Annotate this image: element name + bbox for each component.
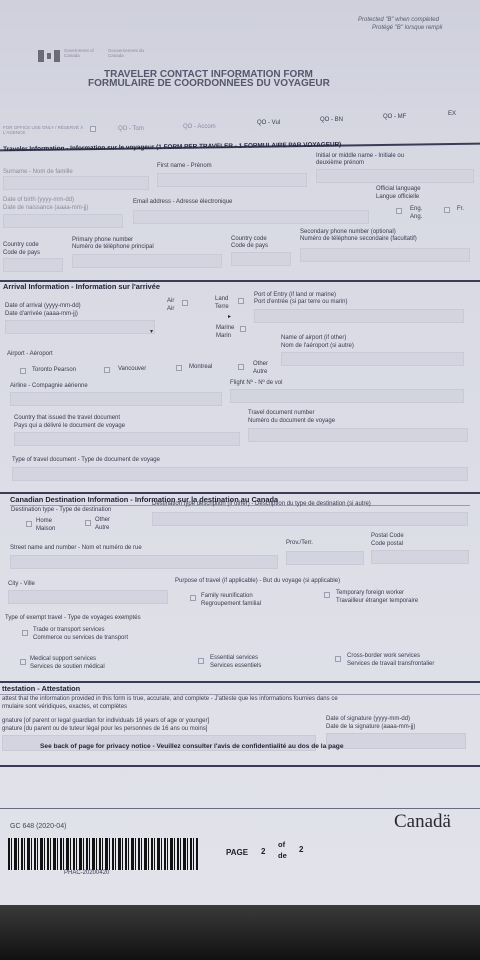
dest-other-label-en: Other	[95, 517, 111, 523]
attestation-line-2: rmulaire sont véridiques, exactes, et complètes	[2, 704, 128, 710]
airport-montreal-checkbox[interactable]	[176, 365, 182, 371]
arrival-date-field[interactable]	[5, 320, 155, 334]
surname-label: Surname - Nom de famille	[3, 169, 73, 175]
cc2-field[interactable]	[231, 252, 291, 266]
protected-en: Protected "B" when completed	[358, 17, 439, 23]
page-label: PAGE	[226, 848, 249, 857]
exempt-label: Type of exempt travel - Type de voyages exemptés	[5, 615, 141, 621]
street-field[interactable]	[10, 555, 278, 569]
airport-other-fr: Autre	[253, 369, 268, 375]
cursor-pointer-icon: ▸	[228, 314, 232, 320]
home-label-fr: Maison	[36, 526, 56, 532]
home-checkbox[interactable]	[26, 521, 32, 527]
airport-vancouver-checkbox[interactable]	[104, 367, 110, 373]
doctype-field[interactable]	[12, 467, 468, 481]
lang-ang: Ang.	[410, 214, 423, 220]
office-use-label: FOR OFFICE USE ONLY / RÉSERVÉ À L'AGENCE	[3, 125, 84, 135]
port-label-fr: Port d'entrée (si par terre ou marin)	[254, 299, 348, 305]
airline-field[interactable]	[10, 392, 222, 406]
postal-label-en: Postal Code	[371, 533, 404, 539]
lang-eng: Eng.	[410, 206, 423, 212]
issuer-field[interactable]	[14, 432, 240, 446]
gov-wordmark-fr: Gouvernement du Canada	[108, 48, 145, 58]
table-surface	[0, 905, 480, 960]
docnum-field[interactable]	[248, 428, 468, 442]
dest-type-label: Destination type - Type de destination	[11, 507, 112, 513]
home-label-en: Home	[36, 518, 53, 524]
form-title-en: TRAVELER CONTACT INFORMATION FORM	[104, 69, 313, 80]
initial-field[interactable]	[316, 169, 474, 183]
office-code-6: EX	[448, 111, 457, 117]
form-code: GC 648 (2020-04)	[10, 823, 67, 830]
page-number: 2	[261, 847, 266, 856]
dob-field[interactable]	[3, 214, 123, 228]
airport-other-checkbox[interactable]	[238, 364, 244, 370]
airline-label: Airline - Compagnie aérienne	[10, 383, 88, 389]
dest-other-checkbox[interactable]	[85, 520, 91, 526]
arrival-heading: Arrival Information - Information sur l'arrivée	[3, 282, 160, 291]
attestation-line-1: attest that the information provided in this form is true, accurate, and complete - J'atteste que les informations fournies dans ce	[2, 696, 338, 702]
prov-label: Prov./Terr.	[286, 540, 313, 546]
air-label-en: Air	[167, 298, 175, 304]
essential-label-fr: Services essentiels	[210, 663, 262, 669]
land-checkbox[interactable]	[238, 298, 244, 304]
issuer-label-fr: Pays qui a délivré le document de voyage	[14, 423, 126, 429]
cc2-label-en: Country code	[231, 236, 267, 242]
initial-label-en: Initial or middle name - Initiale ou	[316, 153, 405, 159]
essential-checkbox[interactable]	[198, 658, 204, 664]
dest-other-label-fr: Autre	[95, 525, 110, 531]
phone1-label-en: Primary phone number	[72, 237, 134, 243]
cross-border-checkbox[interactable]	[335, 656, 341, 662]
trade-checkbox[interactable]	[22, 630, 28, 636]
page-of-fr: de	[278, 851, 287, 860]
email-field[interactable]	[133, 210, 369, 224]
first-name-field[interactable]	[157, 173, 307, 187]
sig-date-field[interactable]	[326, 733, 466, 749]
medical-label-en: Medical support services	[30, 656, 97, 662]
city-label: City - Ville	[8, 581, 35, 587]
canada-flag-icon	[38, 50, 60, 62]
marine-label-fr: Marin	[216, 333, 232, 339]
cross-border-label-en: Cross-border work services	[347, 653, 421, 659]
port-label-en: Port of Entry (if land or marine)	[254, 292, 337, 298]
page-of-en: of	[278, 840, 286, 849]
signature-label-en: gnature [of parent or legal guardian for individuals 16 years of age or younger]	[2, 718, 210, 724]
email-label: Email address - Adresse électronique	[133, 199, 233, 205]
lang-fr-checkbox[interactable]	[444, 207, 450, 213]
sig-date-label-fr: Date de la signature (aaaa-mm-jj)	[326, 724, 416, 730]
divider	[0, 694, 480, 695]
flight-label: Flight Nº - Nº de vol	[230, 380, 283, 386]
tfw-label-fr: Travailleur étranger temporaire	[336, 598, 419, 604]
docnum-label-en: Travel document number	[248, 410, 315, 416]
doctype-label: Type of travel document - Type de document de voyage	[12, 457, 160, 463]
airport-other-label-en: Name of airport (if other)	[281, 335, 347, 341]
medical-checkbox[interactable]	[20, 659, 26, 665]
city-field[interactable]	[8, 590, 168, 604]
land-label-en: Land	[215, 296, 229, 302]
initial-label-fr: deuxième prénom	[316, 160, 365, 166]
arrival-date-label-en: Date of arrival (yyyy-mm-dd)	[5, 303, 81, 309]
phone2-label-en: Secondary phone number (optional)	[300, 229, 396, 235]
office-code-3: QO - Vul	[257, 120, 281, 126]
airport-toronto-checkbox[interactable]	[20, 368, 26, 374]
essential-label-en: Essential services	[210, 655, 259, 661]
chevron-down-icon: ▾	[150, 329, 154, 335]
phone2-label-fr: Numéro de téléphone secondaire (facultatif)	[300, 236, 417, 242]
protected-fr: Protégé "B" lorsque rempli	[372, 25, 443, 31]
family-label-fr: Regroupement familial	[201, 601, 262, 607]
prov-field[interactable]	[286, 551, 364, 565]
arrival-date-label-fr: Date d'arrivée (aaaa-mm-jj)	[5, 311, 78, 317]
first-name-label: First name - Prénom	[157, 163, 212, 169]
dest-desc-label: Destination type description (if other) - Description du type de destination (si autre)	[152, 501, 371, 507]
cc1-label-en: Country code	[3, 242, 39, 248]
page-total: 2	[299, 845, 304, 854]
purpose-label: Purpose of travel (if applicable) - But du voyage (si applicable)	[175, 578, 341, 584]
airport-other-field[interactable]	[281, 352, 464, 366]
dob-label-fr: Date de naissance (aaaa-mm-jj)	[3, 205, 89, 211]
medical-label-fr: Services de soutien médical	[30, 664, 105, 670]
canada-wordmark: Canadä	[394, 811, 451, 832]
postal-label-fr: Code postal	[371, 541, 404, 547]
lang-eng-checkbox[interactable]	[396, 208, 402, 214]
office-code-2: QO - Accom	[183, 124, 216, 130]
surname-field[interactable]	[3, 176, 149, 190]
barcode-text: PHAC-20200420	[64, 870, 110, 876]
barcode	[8, 838, 198, 870]
traveler-heading: Traveler Information - Information sur le voyageur (1 FORM PER TRAVELER - 1 FORMULAIRE PAR VOYAGEUR)	[3, 141, 342, 153]
office-code-5: QO - MF	[383, 114, 407, 120]
air-label-fr: Air	[167, 306, 175, 312]
flight-field[interactable]	[230, 389, 464, 403]
office-code-4: QO - BN	[320, 117, 344, 123]
section-rule	[0, 681, 480, 683]
signature-label-fr: gnature [du parent ou de tuteur légal pour les personnes de 16 ans ou moins]	[2, 726, 208, 732]
attestation-heading: ttestation - Attestation	[2, 684, 81, 693]
phone1-label-fr: Numéro de téléphone principal	[72, 244, 154, 250]
section-rule	[0, 492, 480, 494]
port-field[interactable]	[254, 309, 464, 323]
airport-other-en: Other	[253, 361, 269, 367]
airport-label: Airport - Aéroport	[7, 351, 53, 357]
street-label: Street name and number - Nom et numéro de rue	[10, 545, 142, 551]
air-checkbox[interactable]	[182, 300, 188, 306]
airport-montreal-label: Montreal	[189, 364, 213, 370]
phone1-field[interactable]	[72, 254, 222, 268]
lang-label-fr: Langue officielle	[376, 194, 420, 200]
section-rule	[0, 765, 480, 767]
marine-label-en: Marine	[216, 325, 235, 331]
trade-label-en: Trade or transport services	[33, 627, 105, 633]
postal-field[interactable]	[371, 550, 469, 564]
cross-border-label-fr: Services de travail transfrontalier	[347, 661, 435, 667]
phone2-field[interactable]	[300, 248, 470, 262]
cc1-field[interactable]	[3, 258, 63, 272]
airport-vancouver-label: Vancouver	[118, 366, 147, 372]
issuer-label-en: Country that issued the travel document	[14, 415, 121, 421]
cc2-label-fr: Code de pays	[231, 243, 269, 249]
airport-toronto-label: Toronto Pearson	[32, 367, 77, 373]
destination-heading: Canadian Destination Information - Information sur la destination au Canada	[10, 495, 279, 504]
section-rule	[0, 808, 480, 809]
sig-date-label-en: Date of signature (yyyy-mm-dd)	[326, 716, 411, 722]
docnum-label-fr: Numéro du document de voyage	[248, 418, 336, 424]
dob-label-en: Date of birth (yyyy-mm-dd)	[3, 197, 75, 203]
lang-fr-option: Fr.	[457, 206, 464, 212]
office-code-1: QO - Tom	[118, 126, 144, 132]
family-checkbox[interactable]	[190, 595, 196, 601]
cc1-label-fr: Code de pays	[3, 250, 41, 256]
marine-checkbox[interactable]	[240, 326, 246, 332]
dest-desc-field[interactable]	[152, 512, 468, 526]
tfw-label-en: Temporary foreign worker	[336, 590, 405, 596]
gov-wordmark-en: Government of Canada	[64, 48, 94, 58]
trade-label-fr: Commerce ou services de transport	[33, 635, 129, 641]
privacy-notice: See back of page for privacy notice - Veuillez consulter l'avis de confidentialité au dos de la page	[40, 743, 344, 750]
lang-label-en: Official language	[376, 186, 421, 192]
land-label-fr: Terre	[215, 304, 229, 310]
airport-other-label-fr: Nom de l'aéroport (si autre)	[281, 343, 354, 349]
family-label-en: Family reunification	[201, 593, 253, 599]
form-title-fr: FORMULAIRE DE COORDONNÉES DU VOYAGEUR	[88, 78, 330, 89]
tfw-checkbox[interactable]	[324, 592, 330, 598]
office-use-checkbox[interactable]	[90, 126, 96, 132]
